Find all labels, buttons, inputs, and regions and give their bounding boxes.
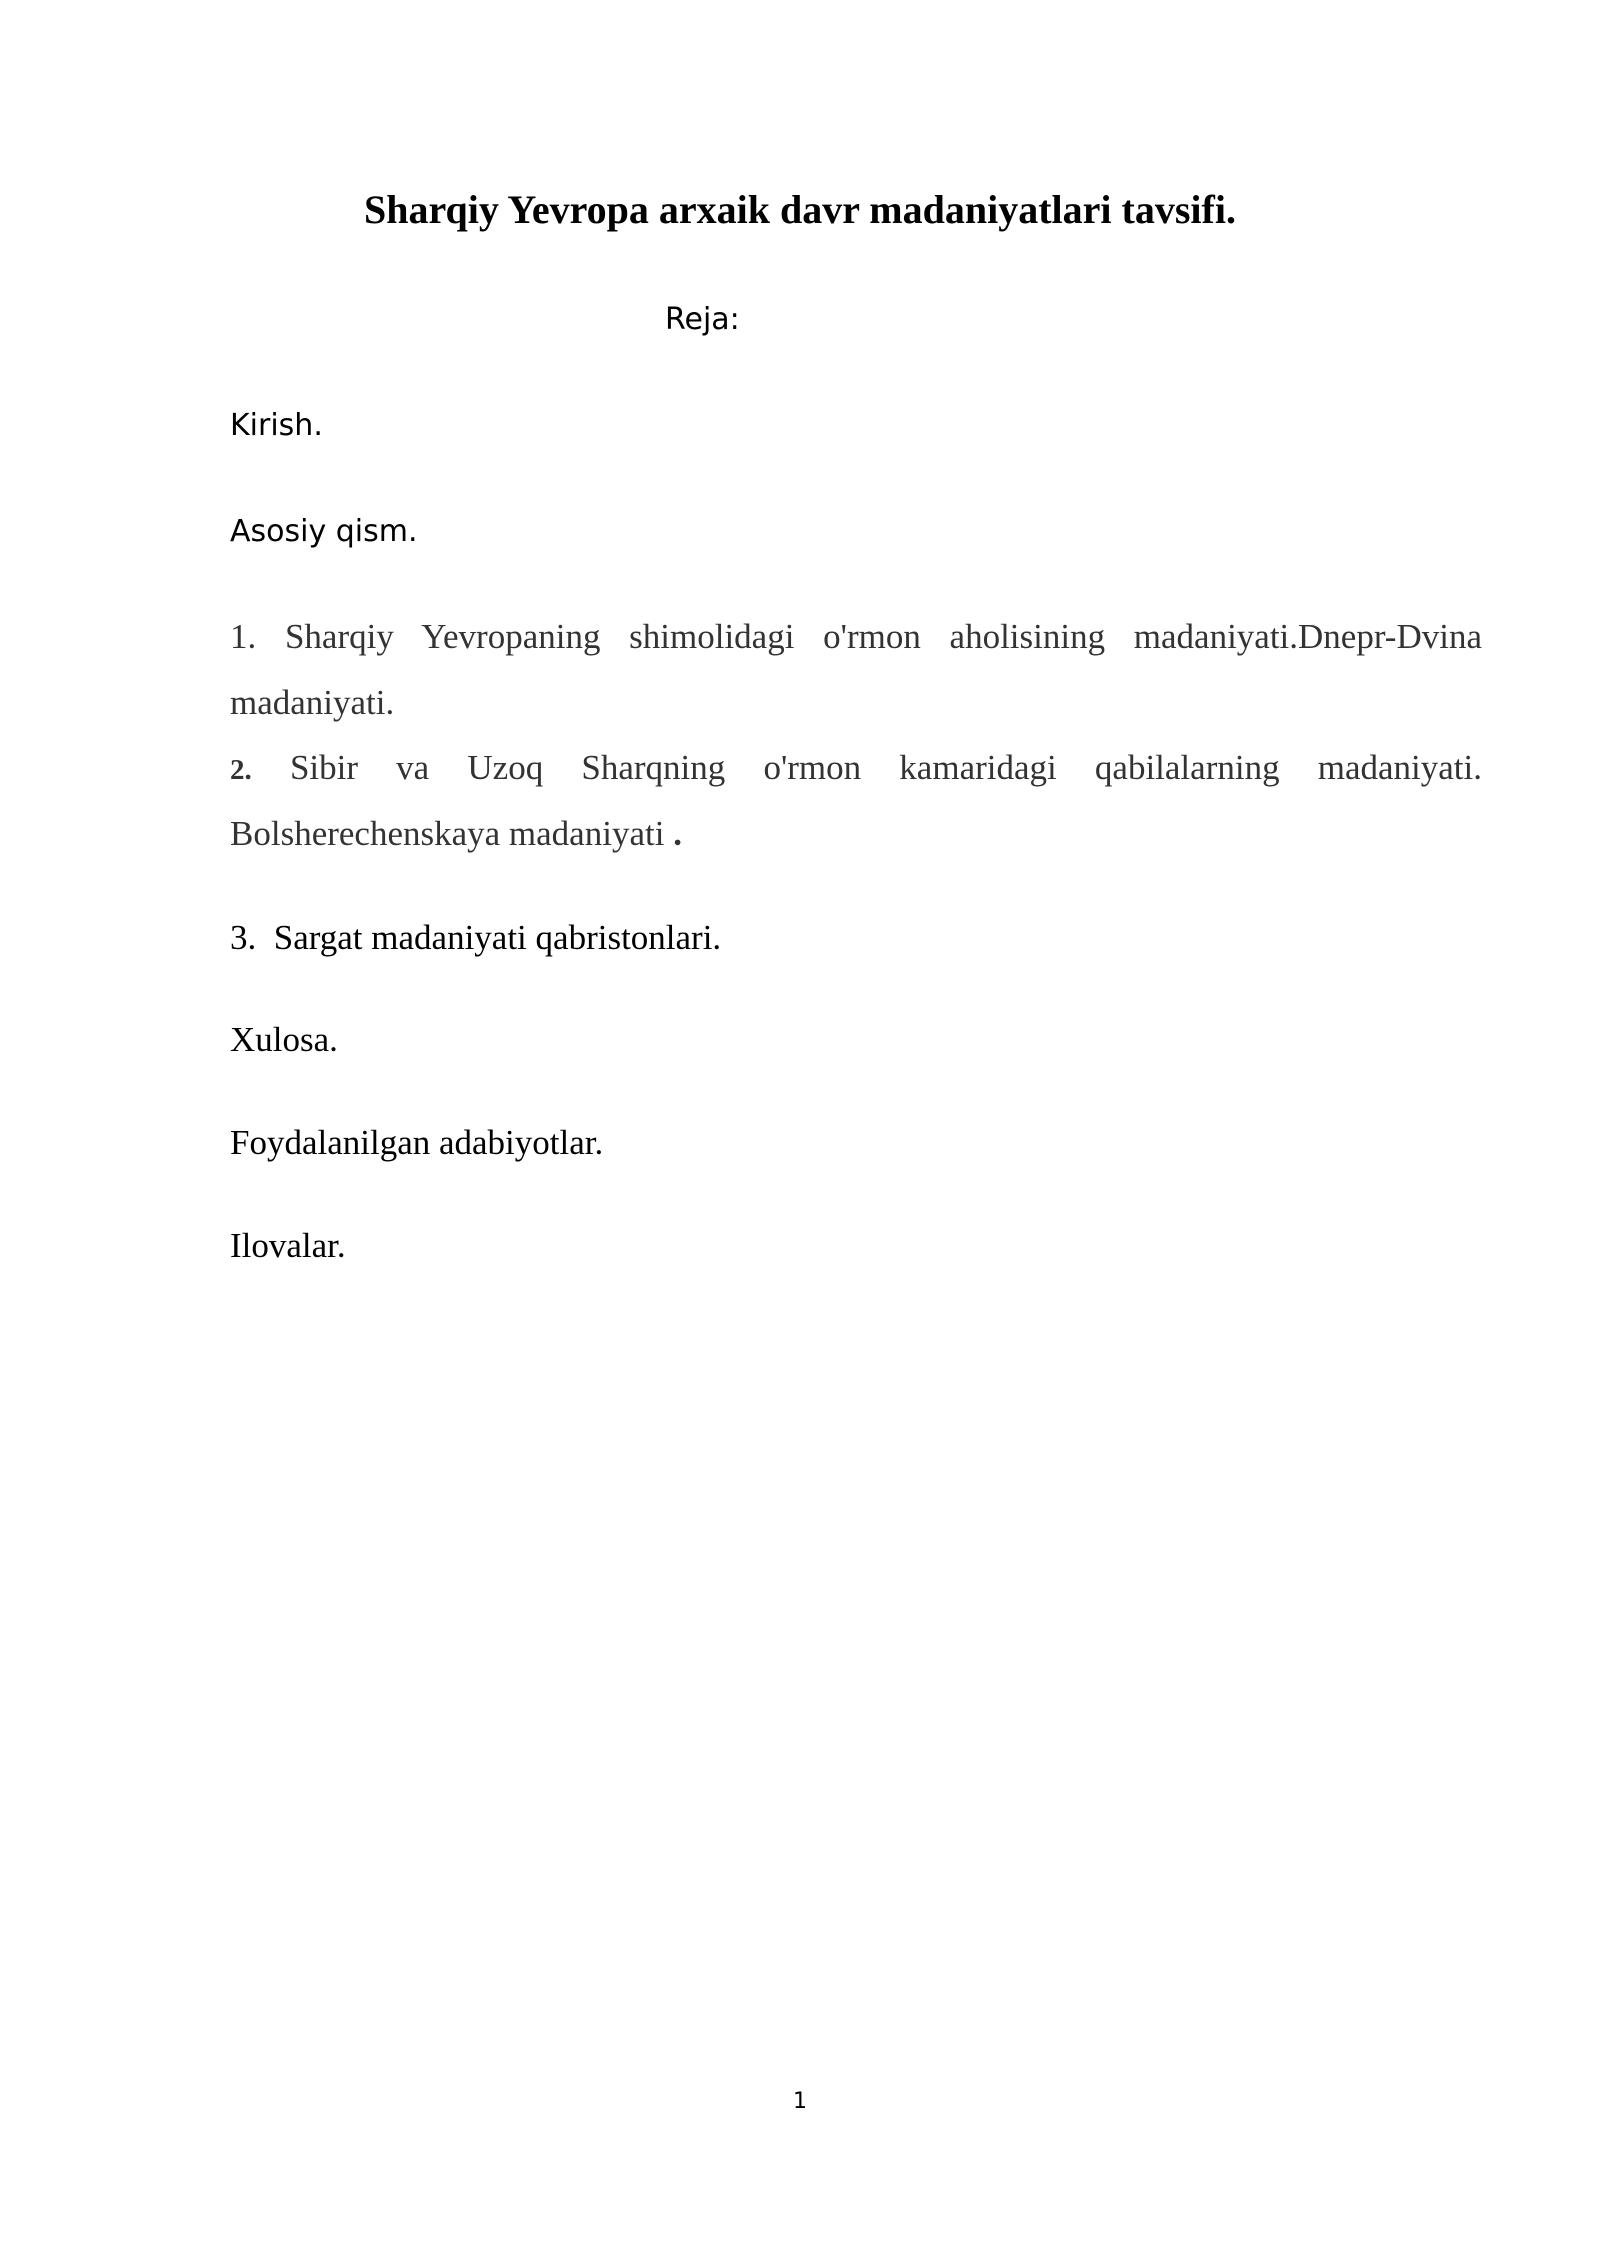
plan-item-1-line-2: madaniyati. bbox=[230, 683, 395, 722]
plan-item-2-line-1 bbox=[230, 735, 1482, 801]
appendices-text: Ilovalar. bbox=[230, 1226, 346, 1265]
plan-item-3 bbox=[230, 905, 1482, 971]
page-number: 1 bbox=[793, 2089, 807, 2114]
conclusion-text: Xulosa. bbox=[230, 1020, 338, 1059]
conclusion-item bbox=[230, 1007, 1482, 1073]
plan-item-2-suffix: . bbox=[673, 814, 682, 853]
references-text: Foydalanilgan adabiyotlar. bbox=[230, 1123, 604, 1162]
plan-item-1-line-1 bbox=[230, 604, 1482, 670]
intro-item: Kirish. bbox=[230, 408, 323, 443]
references-item bbox=[230, 1110, 1482, 1176]
plan-item-3-text: Sargat madaniyati qabristonlari. bbox=[273, 918, 722, 957]
plan-item-3-number: 3. bbox=[230, 918, 257, 957]
main-part-item: Asosiy qism. bbox=[230, 514, 418, 549]
plan-item-1 bbox=[230, 604, 1482, 736]
plan-item-1-text: Sharqiy Yevropaning shimolidagi o'rmon aholisining madaniyati.Dnepr-Dvina bbox=[284, 617, 1482, 656]
appendices-item bbox=[230, 1213, 1482, 1279]
plan-item-2-line-2-text: Bolsherechenskaya madaniyati bbox=[230, 814, 665, 853]
plan-heading: Reja: bbox=[665, 302, 740, 337]
plan-item-3-line-1 bbox=[230, 905, 1482, 971]
plan-item-2-line-2 bbox=[230, 801, 1482, 867]
plan-item-2 bbox=[230, 735, 1482, 867]
plan-item-2-text: Sibir va Uzoq Sharqning o'rmon kamaridagi qabilalarning madaniyati. bbox=[289, 748, 1482, 787]
plan-item-2-number: 2. bbox=[230, 754, 252, 786]
plan-item-1-number: 1. bbox=[230, 617, 257, 656]
document-title: Sharqiy Yevropa arxaik davr madaniyatlari tavsifi. bbox=[364, 187, 1236, 232]
